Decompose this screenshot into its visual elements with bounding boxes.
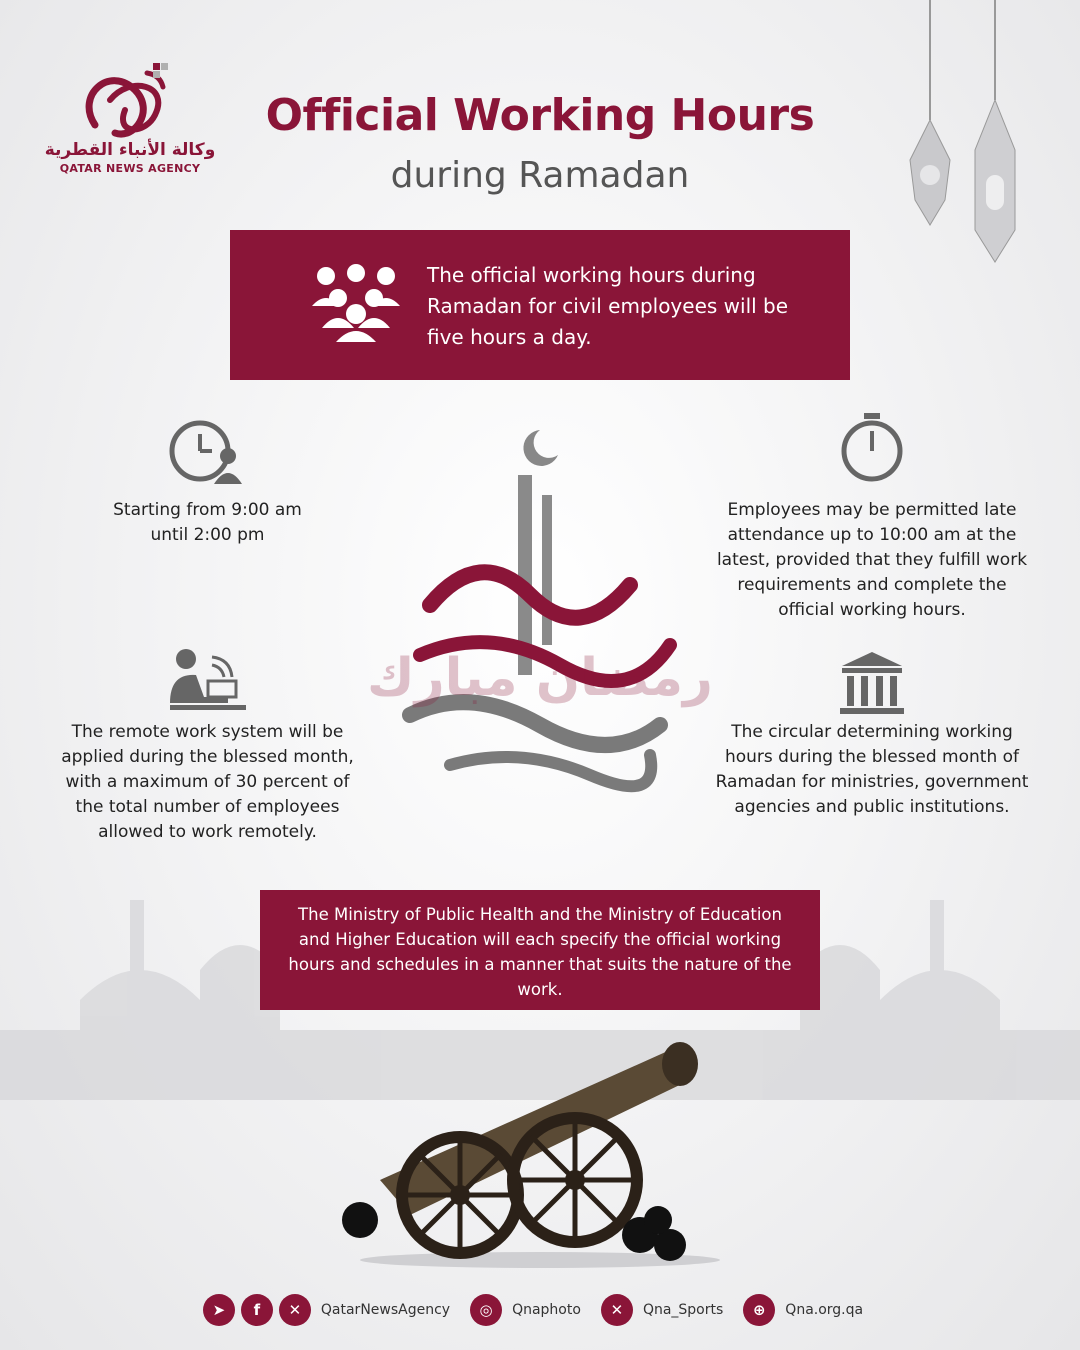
- top-info-text: The official working hours during Ramadan for civil employees will be five hours a day.: [427, 263, 789, 349]
- lanterns-decoration-icon: [890, 0, 1070, 280]
- handle-qna-sports[interactable]: Qna_Sports: [642, 1302, 724, 1318]
- logo-english-name: QATAR NEWS AGENCY: [59, 162, 201, 175]
- handle-qatarnewsagency[interactable]: QatarNewsAgency: [320, 1302, 451, 1318]
- info-circular: The circular determining working hours during the blessed month of Ramadan for ministries, government agencies and public institutions.: [715, 722, 1029, 817]
- ramadan-calligraphy-icon: [367, 425, 713, 815]
- info-late-attendance: Employees may be permitted late attendance up to 10:00 am at the latest, provided that they fulfill work requirements and complete the official working hours.: [716, 500, 1028, 620]
- stopwatch-icon: [832, 413, 912, 483]
- instagram-icon[interactable]: ◎: [470, 1294, 502, 1326]
- government-building-icon: [832, 650, 912, 720]
- remote-work-icon: [168, 645, 248, 715]
- info-working-hours: Starting from 9:00 am until 2:00 pm: [113, 500, 302, 545]
- telegram-icon[interactable]: ➤: [203, 1294, 235, 1326]
- calligraphy-text: رمضان مبارك: [367, 648, 713, 708]
- top-info-box: [230, 230, 850, 380]
- people-group-icon: [308, 262, 404, 342]
- page-subtitle: during Ramadan: [390, 155, 690, 196]
- bottom-info-box: [260, 890, 820, 1010]
- clock-person-icon: [168, 418, 248, 488]
- x-icon[interactable]: ✕: [601, 1294, 633, 1326]
- logo-arabic-name: وكالة الأنباء القطرية: [44, 140, 216, 160]
- facebook-icon[interactable]: f: [241, 1294, 273, 1326]
- cannon-illustration-icon: [340, 1020, 740, 1270]
- bottom-info-text: The Ministry of Public Health and the Ministry of Education and Higher Education will each specify the official working hours and schedules in a manner that suits the nature of the work.: [288, 905, 792, 999]
- handle-qna-website[interactable]: Qna.org.qa: [785, 1302, 864, 1318]
- handle-qnaphoto[interactable]: Qnaphoto: [512, 1302, 581, 1318]
- x-icon[interactable]: ✕: [279, 1294, 311, 1326]
- page-title: Official Working Hours: [265, 90, 815, 141]
- info-remote-work: The remote work system will be applied during the blessed month, with a maximum of 30 percent of the total number of employees allowed to work remotely.: [61, 722, 354, 842]
- globe-icon[interactable]: ⊕: [743, 1294, 775, 1326]
- social-footer: [0, 1290, 1080, 1330]
